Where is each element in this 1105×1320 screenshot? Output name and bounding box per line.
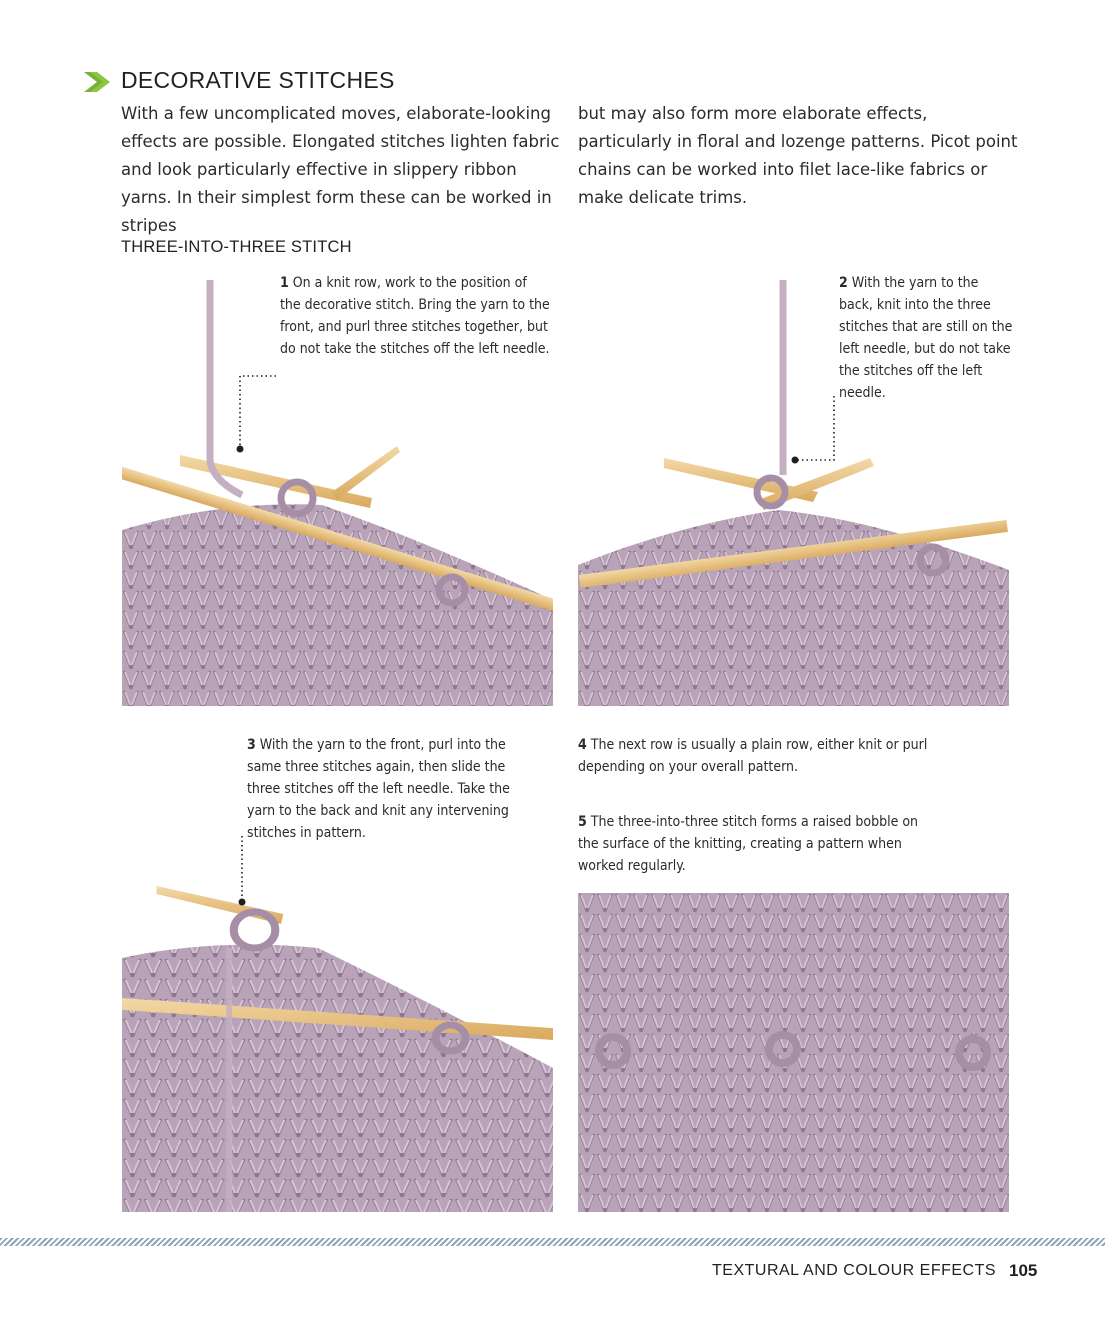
step-number: 5 — [578, 814, 587, 830]
stitch-subheading: THREE-INTO-THREE STITCH — [121, 238, 352, 256]
finished-swatch-photo — [578, 893, 1009, 1212]
intro-paragraph-col1: With a few uncomplicated moves, elaborate-looking effects are possible. Elongated stitches lighten fabric and look particularly effective in slippery ribbon yarns. In their simplest form these can be worked in stripes — [121, 104, 560, 235]
step-number: 1 — [280, 275, 289, 291]
chevron-icon — [84, 72, 110, 92]
footer-rule — [0, 1238, 1105, 1246]
step-text: On a knit row, work to the position of the decorative stitch. Bring the yarn to the front, and purl three stitches together, but do not take the stitches off the left needle. — [280, 275, 550, 357]
step-text: With the yarn to the front, purl into the same three stitches again, then slide the three stitches off the left needle. Take the yarn to the back and knit any intervening stitches in pattern. — [247, 737, 510, 841]
chapter-title: TEXTURAL AND COLOUR EFFECTS — [712, 1262, 997, 1279]
step-number: 3 — [247, 737, 256, 753]
step-3-caption — [247, 734, 537, 844]
step-text: The three-into-three stitch forms a raised bobble on the surface of the knitting, creating a pattern when worked regularly. — [578, 814, 919, 874]
step-1-caption — [280, 272, 550, 360]
step-5-caption — [578, 811, 938, 877]
section-heading: DECORATIVE STITCHES — [121, 67, 395, 93]
step-number: 2 — [839, 275, 848, 291]
intro-paragraph-col2: but may also form more elaborate effects, particularly in floral and lozenge patterns. Picot point chains can be worked into filet lace-like fabrics or make delicate trims. — [578, 104, 1018, 207]
step-3-photo — [122, 838, 553, 1212]
step-text: The next row is usually a plain row, either knit or purl depending on your overall pattern. — [578, 737, 928, 775]
step-number: 4 — [578, 737, 587, 753]
step-2-caption — [839, 272, 1014, 404]
step-4-caption — [578, 734, 958, 778]
step-text: With the yarn to the back, knit into the three stitches that are still on the left needle, but do not take the stitches off the left needle. — [839, 275, 1013, 401]
page-number: 105 — [1009, 1261, 1038, 1280]
